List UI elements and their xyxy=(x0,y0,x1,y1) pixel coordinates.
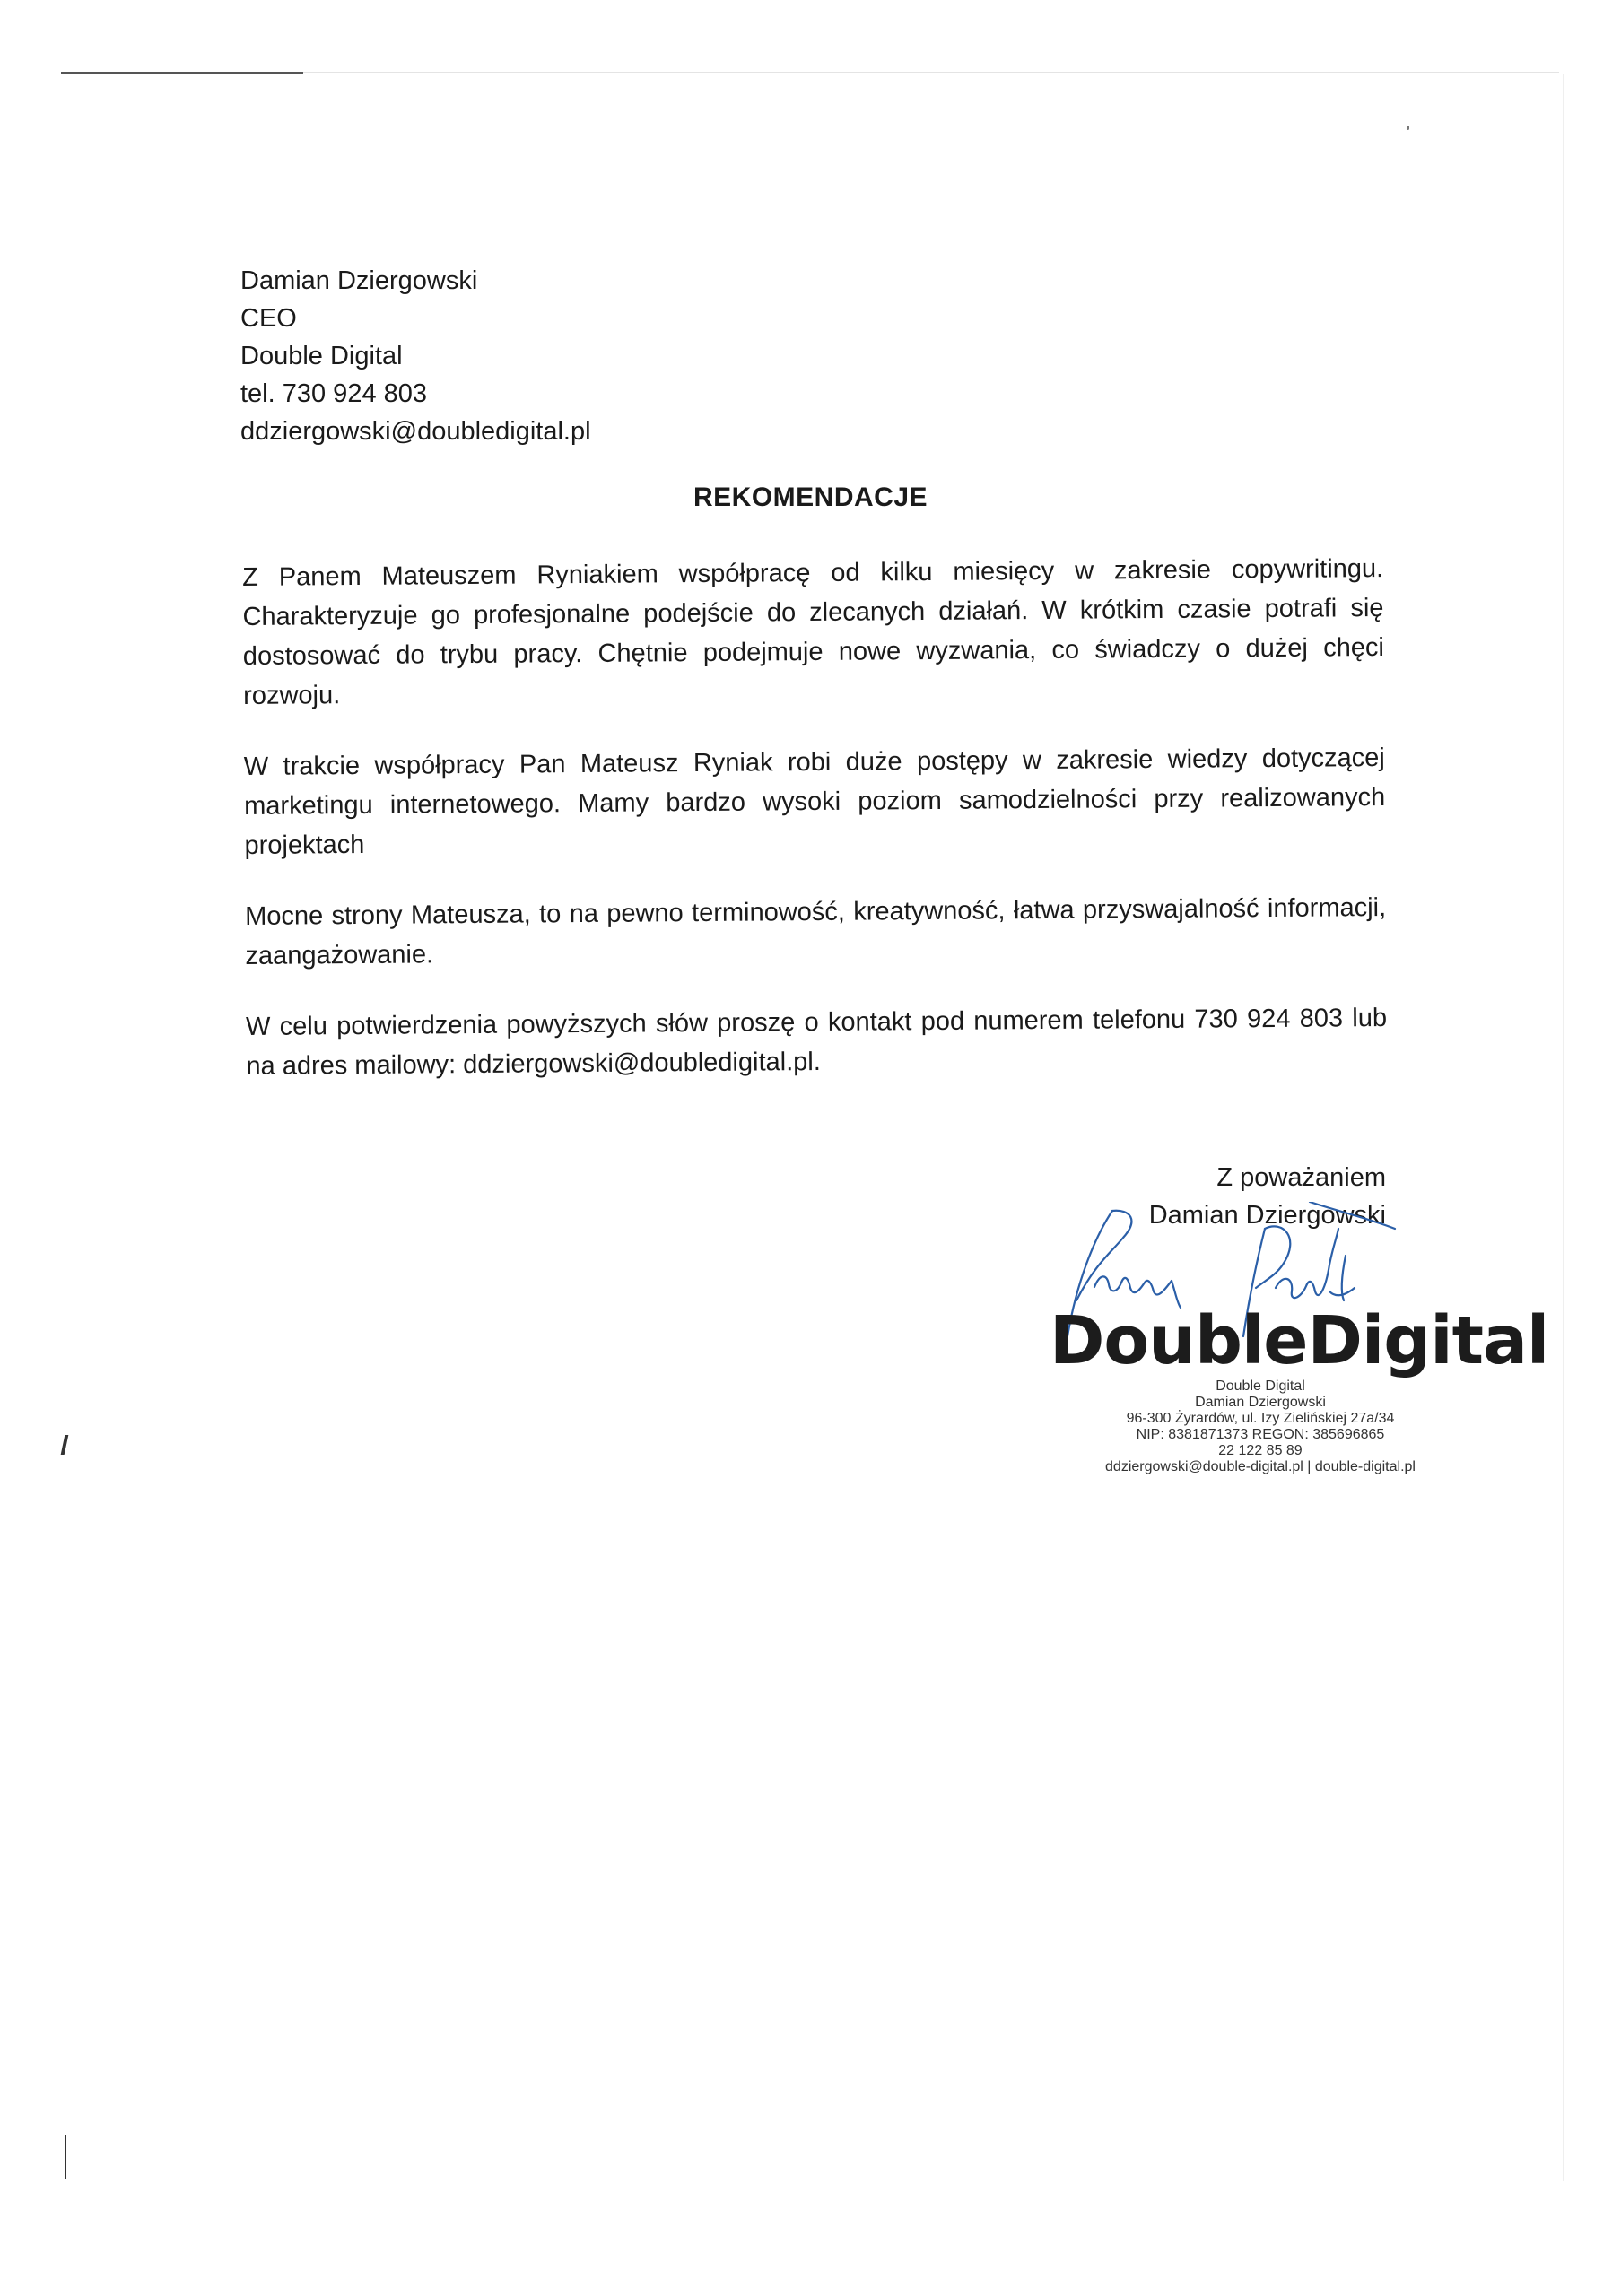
letter-heading: REKOMENDACJE xyxy=(693,483,928,512)
stamp-address: 96-300 Żyrardów, ul. Izy Zielińskiej 27a/34 xyxy=(1126,1411,1395,1426)
stamp-owner: Damian Dziergowski xyxy=(1195,1395,1326,1410)
company-stamp xyxy=(1050,1302,1549,1475)
stamp-contact: ddziergowski@double-digital.pl | double-digital.pl xyxy=(1105,1459,1416,1474)
stamp-details xyxy=(1050,1378,1471,1475)
sender-email: ddziergowski@doubledigital.pl xyxy=(240,417,591,446)
closing-salutation: Z poważaniem xyxy=(1216,1163,1386,1192)
closing-name: Damian Dziergowski xyxy=(1148,1201,1386,1230)
body-paragraph: W celu potwierdzenia powyższych słów proszę o kontakt pod numerem telefonu 730 924 803 lub na adres mailowy: ddziergowski@doubledigital.pl. xyxy=(245,1003,1388,1081)
stamp-company: Double Digital xyxy=(1216,1378,1305,1394)
letter-body xyxy=(242,549,1388,1118)
body-paragraph: Mocne strony Mateusza, to na pewno terminowość, kreatywność, łatwa przyswajalność informacji, zaangażowanie. xyxy=(245,892,1387,970)
stamp-phone: 22 122 85 89 xyxy=(1218,1443,1303,1458)
body-paragraph: Z Panem Mateuszem Ryniakiem współpracę od kilku miesięcy w zakresie copywritingu. Charakteryzuje go profesjonalne podejście do zlecanych działań. W krótkim czasie potrafi się dostosować do trybu pracy. Chętnie podejmuje nowe wyzwania, co świadczy o dużej chęci rozwoju. xyxy=(242,554,1384,710)
sender-phone: tel. 730 924 803 xyxy=(240,379,428,408)
sender-block xyxy=(240,262,591,450)
sender-position: CEO xyxy=(240,304,297,333)
sender-company: Double Digital xyxy=(240,342,403,370)
company-logo: DoubleDigital xyxy=(1050,1302,1549,1379)
sender-name: Damian Dziergowski xyxy=(240,266,478,295)
body-paragraph: W trakcie współpracy Pan Mateusz Ryniak robi duże postępy w zakresie wiedzy dotyczącej marketingu internetowego. Mamy bardzo wysoki poziom samodzielności przy realizowanych projektach xyxy=(243,744,1386,860)
stamp-ids: NIP: 8381871373 REGON: 385696865 xyxy=(1136,1427,1385,1442)
